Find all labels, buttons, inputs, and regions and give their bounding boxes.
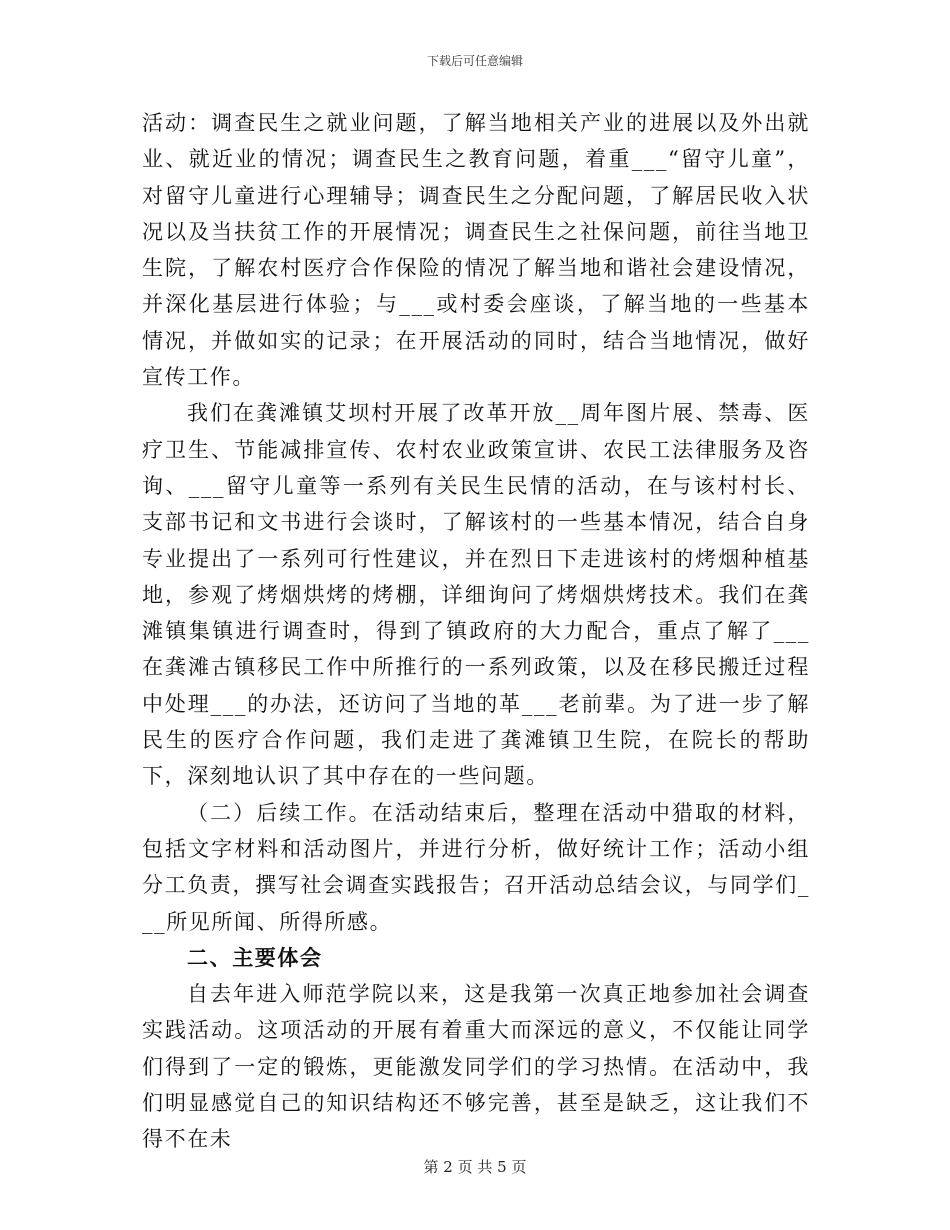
paragraph-main-experience: 自去年进入师范学院以来，这是我第一次真正地参加社会调查实践活动。这项活动的开展有着重大而深远的意义，不仅能让同学们得到了一定的锻炼，更能激发同学们的学习热情。在活动中，我们明显感觉自己的知识结构还不够完善，甚至是缺乏，这让我们不得不在未 [142, 982, 810, 1152]
paragraph-village-activities: 我们在龚滩镇艾坝村开展了改革开放__周年图片展、禁毒、医疗卫生、节能减排宣传、农村农业政策宣讲、农民工法律服务及咨询、___留守儿童等一系列有关民生民情的活动，在与该村村长、支部书记和文书进行会谈时，了解该村的一些基本情况，结合自身专业提出了一系列可行性建议，并在烈日下走进该村的烤烟种植基地，参观了烤烟烘烤的烤棚，详细询问了烤烟烘烤技术。我们在龚滩镇集镇进行调查时，得到了镇政府的大力配合，重点了解了___在龚滩古镇移民工作中所推行的一系列政策，以及在移民搬迁过程中处理___的办法，还访问了当地的革___老前辈。为了进一步了解民生的医疗合作问题，我们走进了龚滩镇卫生院，在院长的帮助下，深刻地认识了其中存在的一些问题。 [142, 401, 810, 789]
paragraph-follow-up-work: （二）后续工作。在活动结束后，整理在活动中猎取的材料，包括文字材料和活动图片，并进行分析，做好统计工作；活动小组分工负责，撰写社会调查实践报告；召开活动总结会议，与同学们___所见所闻、所得所感。 [142, 800, 810, 934]
document-body [142, 105, 810, 1158]
section-heading: 二、主要体会 [187, 945, 323, 970]
paragraph-activities: 活动：调查民生之就业问题，了解当地相关产业的进展以及外出就业、就近业的情况；调查民生之教育问题，着重___“留守儿童”，对留守儿童进行心理辅导；调查民生之分配问题，了解居民收入状况以及当扶贫工作的开展情况；调查民生之社保问题，前往当地卫生院，了解农村医疗合作保险的情况了解当地和谐社会建设情况，并深化基层进行体验；与___或村委会座谈，了解当地的一些基本情况，并做如实的记录；在开展活动的同时，结合当地情况，做好宣传工作。 [142, 111, 810, 390]
page-header: 下载后可任意编辑 [426, 54, 523, 68]
page-number: 第 2 页 共 5 页 [423, 1158, 527, 1176]
